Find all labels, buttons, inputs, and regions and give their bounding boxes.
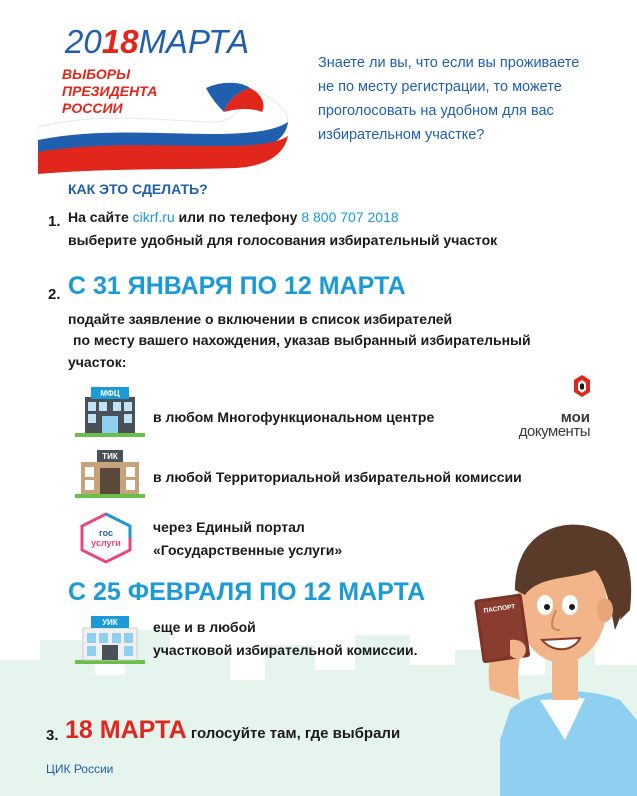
step-3-number: 3. [46,727,59,744]
gosuslugi-line-1: гос [98,528,114,538]
uik-label-line-2: участковой избирательной комиссии. [153,642,418,658]
step-2-line-1: подайте заявление о включении в список избирателей [68,311,453,327]
intro-question [318,51,628,147]
step-1-line-1 [68,207,399,228]
step-1-text-b: или по телефону [174,209,302,225]
step-2-number: 2. [48,286,61,303]
step-2-line-3: участок: [68,354,127,370]
option-tik-label: в любой Территориальной избирательной комиссии [153,469,522,485]
mfc-badge: МФЦ [100,389,120,398]
intro-line-1: Знаете ли вы, что если вы проживаете [318,55,580,71]
step-3-line [65,716,400,745]
how-to-heading: КАК ЭТО СДЕЛАТЬ? [68,181,208,197]
step-2-line-2: по месту вашего нахождения, указав выбранный избирательный [73,332,531,348]
moi-dokumenty-emblem-icon [574,375,590,399]
option-mfc-label: в любом Многофункциональном центре [153,409,435,425]
cikrf-link[interactable]: cikrf.ru [132,209,175,225]
moi-dokumenty-line-1: мои [560,409,590,426]
intro-line-2: не по месту регистрации, то можете [318,79,562,95]
step-2-period: С 31 ЯНВАРЯ ПО 12 МАРТА [68,272,406,300]
election-month: МАРТА [138,23,250,60]
year-prefix: 20 [65,23,102,60]
tik-building-icon [75,446,145,498]
step-1-number: 1. [48,213,61,230]
intro-line-3: проголосовать на удобном для вас [318,103,554,119]
footer-source: ЦИК России [46,762,114,776]
tik-badge: ТИК [102,452,118,461]
option-gosuslugi-line-2: «Государственные услуги» [153,542,343,558]
gosuslugi-logo-icon [78,512,134,564]
voter-character-illustration [470,510,637,796]
step-1-line-2: выберите удобный для голосования избирательный участок [68,232,498,248]
option-gosuslugi-line-1: через Единый портал [153,519,305,535]
step-3-date: 18 МАРТА [65,716,187,744]
moi-dokumenty-logo [510,375,590,440]
uik-building-icon [75,612,145,664]
election-day: 18 [101,23,139,60]
election-line-1: ВЫБОРЫ [62,66,131,82]
intro-line-4: избирательном участке? [318,127,485,143]
gosuslugi-line-2: услуги [91,538,121,548]
election-line-2: ПРЕЗИДЕНТА [62,83,158,99]
russian-flag-ribbon-icon [38,82,290,174]
uik-badge: УИК [102,618,118,627]
step-3-text: голосуйте там, где выбрали [186,725,401,742]
hotline-phone[interactable]: 8 800 707 2018 [301,209,399,225]
moi-dokumenty-line-2: документы [518,423,590,440]
election-date-logo [65,24,249,60]
passport-label: ПАСПОРТ [483,603,516,615]
election-line-3: РОССИИ [62,100,123,116]
mfc-building-icon [75,383,145,437]
step-1-text-a: На сайте [68,209,133,225]
uik-label-line-1: еще и в любой [153,619,256,635]
step-2b-period: С 25 ФЕВРАЛЯ ПО 12 МАРТА [68,578,426,606]
